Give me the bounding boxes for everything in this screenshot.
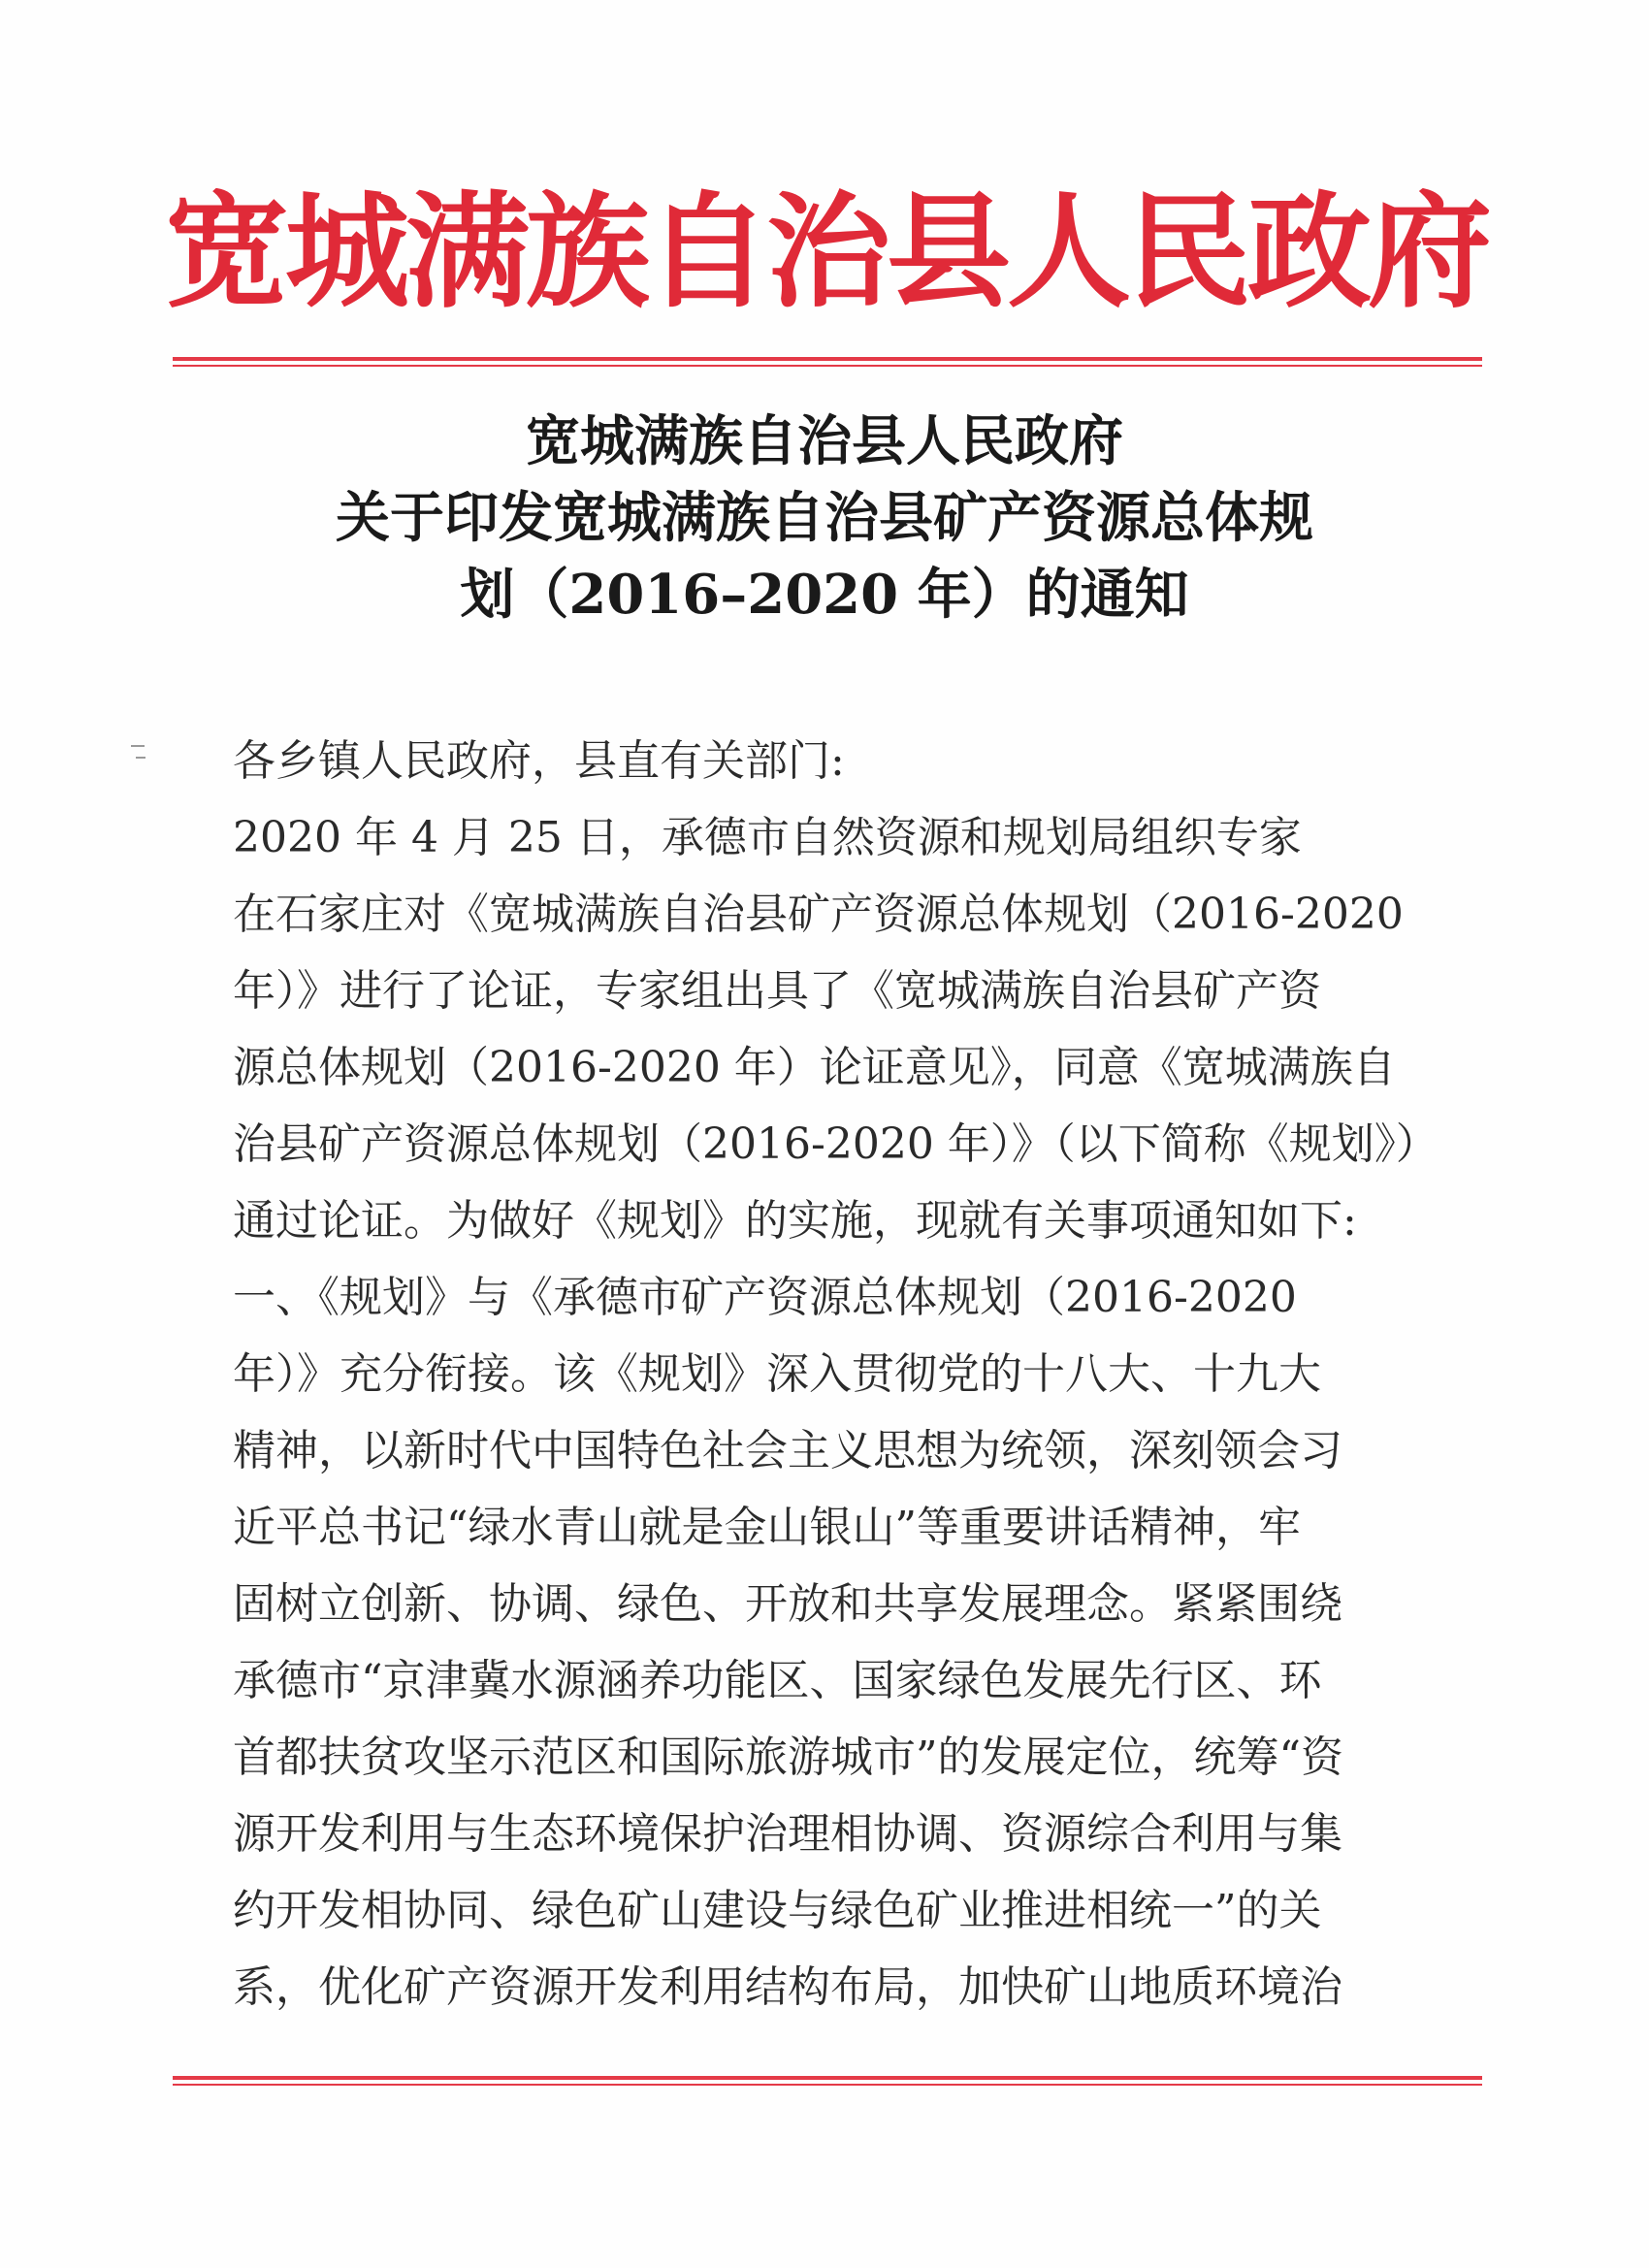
document-title-line-2: 关于印发宽城满族自治县矿产资源总体规 xyxy=(336,486,1313,550)
paragraph-1-line: 2020 年 4 月 25 日，承德市自然资源和规划局组织专家 xyxy=(233,813,1302,862)
paragraph-2-line: 承德市“京津冀水源涵养功能区、国家绿色发展先行区、环 xyxy=(233,1656,1322,1705)
document-title-line-3: 划（2016–2020 年）的通知 xyxy=(460,563,1189,627)
paragraph-2-line: 源开发利用与生态环境保护治理相协调、资源综合利用与集 xyxy=(233,1809,1342,1859)
paragraph-2-line: 年）》充分衔接。该《规划》深入贯彻党的十八大、十九大 xyxy=(233,1349,1321,1399)
header-red-rule-thin xyxy=(173,365,1482,367)
footer-red-rule-thick xyxy=(173,2076,1482,2080)
paragraph-1-line: 在石家庄对《宽城满族自治县矿产资源总体规划（2016-2020 xyxy=(233,890,1404,939)
paragraph-1 xyxy=(233,799,1439,1259)
paragraph-2-line: 首都扶贫攻坚示范区和国际旅游城市”的发展定位，统筹“资 xyxy=(233,1733,1343,1782)
paragraph-2-line: 一、《规划》与《承德市矿产资源总体规划（2016-2020 xyxy=(233,1273,1297,1322)
paragraph-1-line: 通过论证。为做好《规划》的实施，现就有关事项通知如下: xyxy=(233,1196,1357,1246)
scan-artifact-mark xyxy=(131,745,145,747)
paragraph-1-line: 年）》进行了论证，专家组出具了《宽城满族自治县矿产资 xyxy=(233,966,1321,1016)
scan-artifact-mark xyxy=(136,757,146,759)
issuing-authority-header: 宽城满族自治县人民政府 xyxy=(165,179,1489,325)
header-red-rule-thick xyxy=(173,357,1482,361)
paragraph-2-line: 约开发相协同、绿色矿山建设与绿色矿业推进相统一”的关 xyxy=(233,1886,1322,1935)
document-title-line-1: 宽城满族自治县人民政府 xyxy=(526,409,1123,473)
footer-red-rule-thin xyxy=(173,2084,1482,2086)
header-red-rule xyxy=(173,357,1482,367)
paragraph-2-line: 固树立创新、协调、绿色、开放和共享发展理念。紧紧围绕 xyxy=(233,1579,1342,1629)
paragraph-1-line: 治县矿产资源总体规划（2016-2020 年）》（以下简称《规划》） xyxy=(233,1119,1439,1169)
footer-red-rule xyxy=(173,2076,1482,2086)
salutation xyxy=(233,723,1348,799)
paragraph-2-line: 精神，以新时代中国特色社会主义思想为统领，深刻领会习 xyxy=(233,1426,1342,1475)
paragraph-1-line: 源总体规划（2016-2020 年）论证意见》，同意《宽城满族自 xyxy=(233,1043,1396,1092)
paragraph-2-line: 系，优化矿产资源开发利用结构布局，加快矿山地质环境治 xyxy=(233,1962,1342,2012)
salutation-text: 各乡镇人民政府，县直有关部门: xyxy=(233,736,845,786)
paragraph-2-line: 近平总书记“绿水青山就是金山银山”等重要讲话精神，牢 xyxy=(233,1503,1301,1552)
paragraph-2 xyxy=(233,1259,1348,2025)
